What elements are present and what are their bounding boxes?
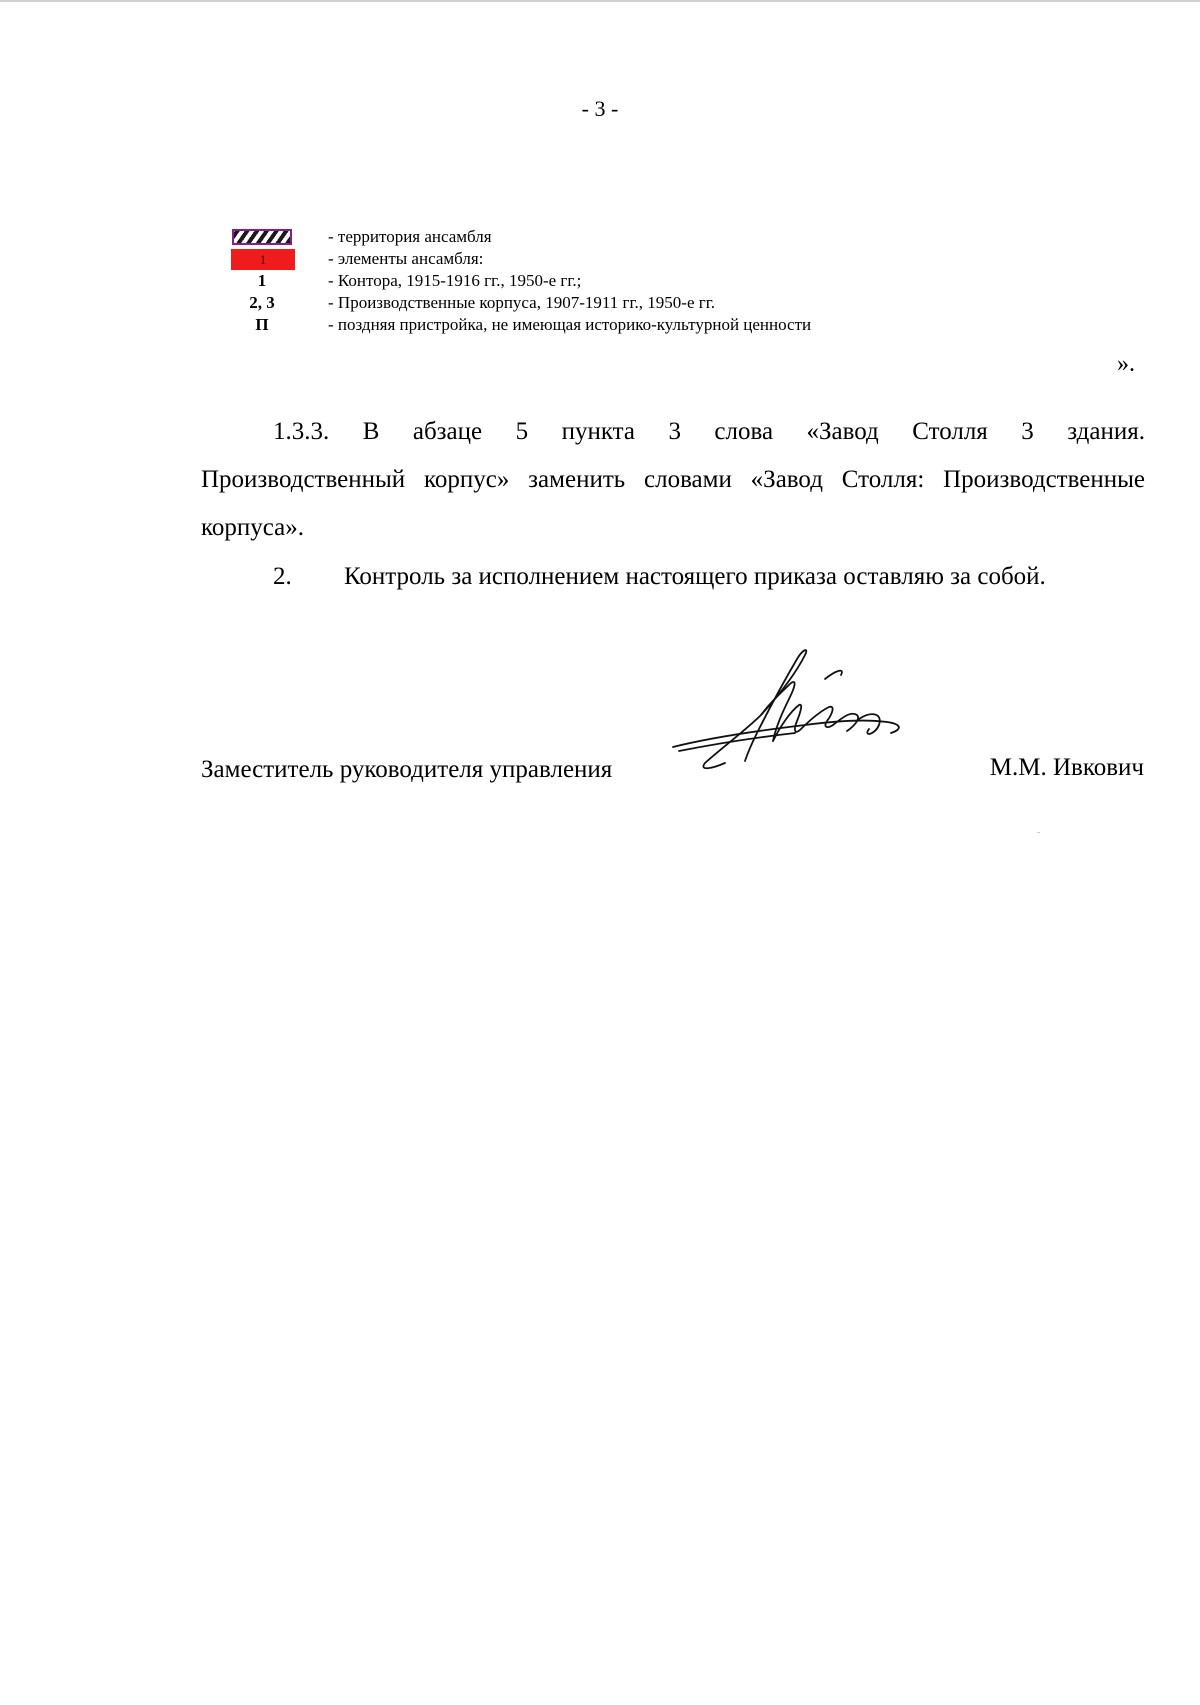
page-number: - 3 - [581,96,619,121]
paragraph-1-3-3 [201,408,1145,552]
legend-key: 2, 3 [249,293,275,312]
legend-row-production [228,292,1028,314]
handwritten-signature [665,645,925,785]
legend-key [228,248,296,270]
legend-text: - Производственные корпуса, 1907-1911 гг., 1950-е гг. [328,293,716,312]
legend-row-annex [228,314,1028,336]
closing-quote: ». [1117,351,1135,377]
page-top-edge [0,0,1200,2]
hatched-territory-swatch [232,229,292,245]
legend-key: 1 [257,271,267,290]
signatory-name: М.М. Ивкович [989,754,1144,781]
signatory-title: Заместитель руководителя управления [201,756,613,783]
legend-text: - поздняя пристройка, не имеющая историко-культурной ценности [328,315,812,334]
legend-row-territory [228,226,1028,248]
legend-text: - элементы ансамбля: [328,249,484,268]
map-legend [228,226,1028,336]
paragraph-first-line: 1.3.3. В абзаце 5 пункта 3 слова «Завод Столля 3 здания. [273,418,1145,445]
scan-speck [1037,832,1040,833]
paragraph-text: Контроль за исполнением настоящего приказа оставляю за собой. [344,563,1046,590]
legend-row-office [228,270,1028,292]
legend-row-elements [228,248,1028,270]
paragraph-continuation: Производственный корпус» заменить словами «Завод Столля: Производственные корпуса». [201,466,1145,541]
red-element-swatch: 1 [231,249,295,270]
legend-text: - Контора, 1915-1916 гг., 1950-е гг.; [328,271,582,290]
legend-key [228,226,296,248]
legend-text: - территория ансамбля [328,227,492,246]
paragraph-number: 2. [273,563,292,590]
legend-key: П [255,315,269,334]
